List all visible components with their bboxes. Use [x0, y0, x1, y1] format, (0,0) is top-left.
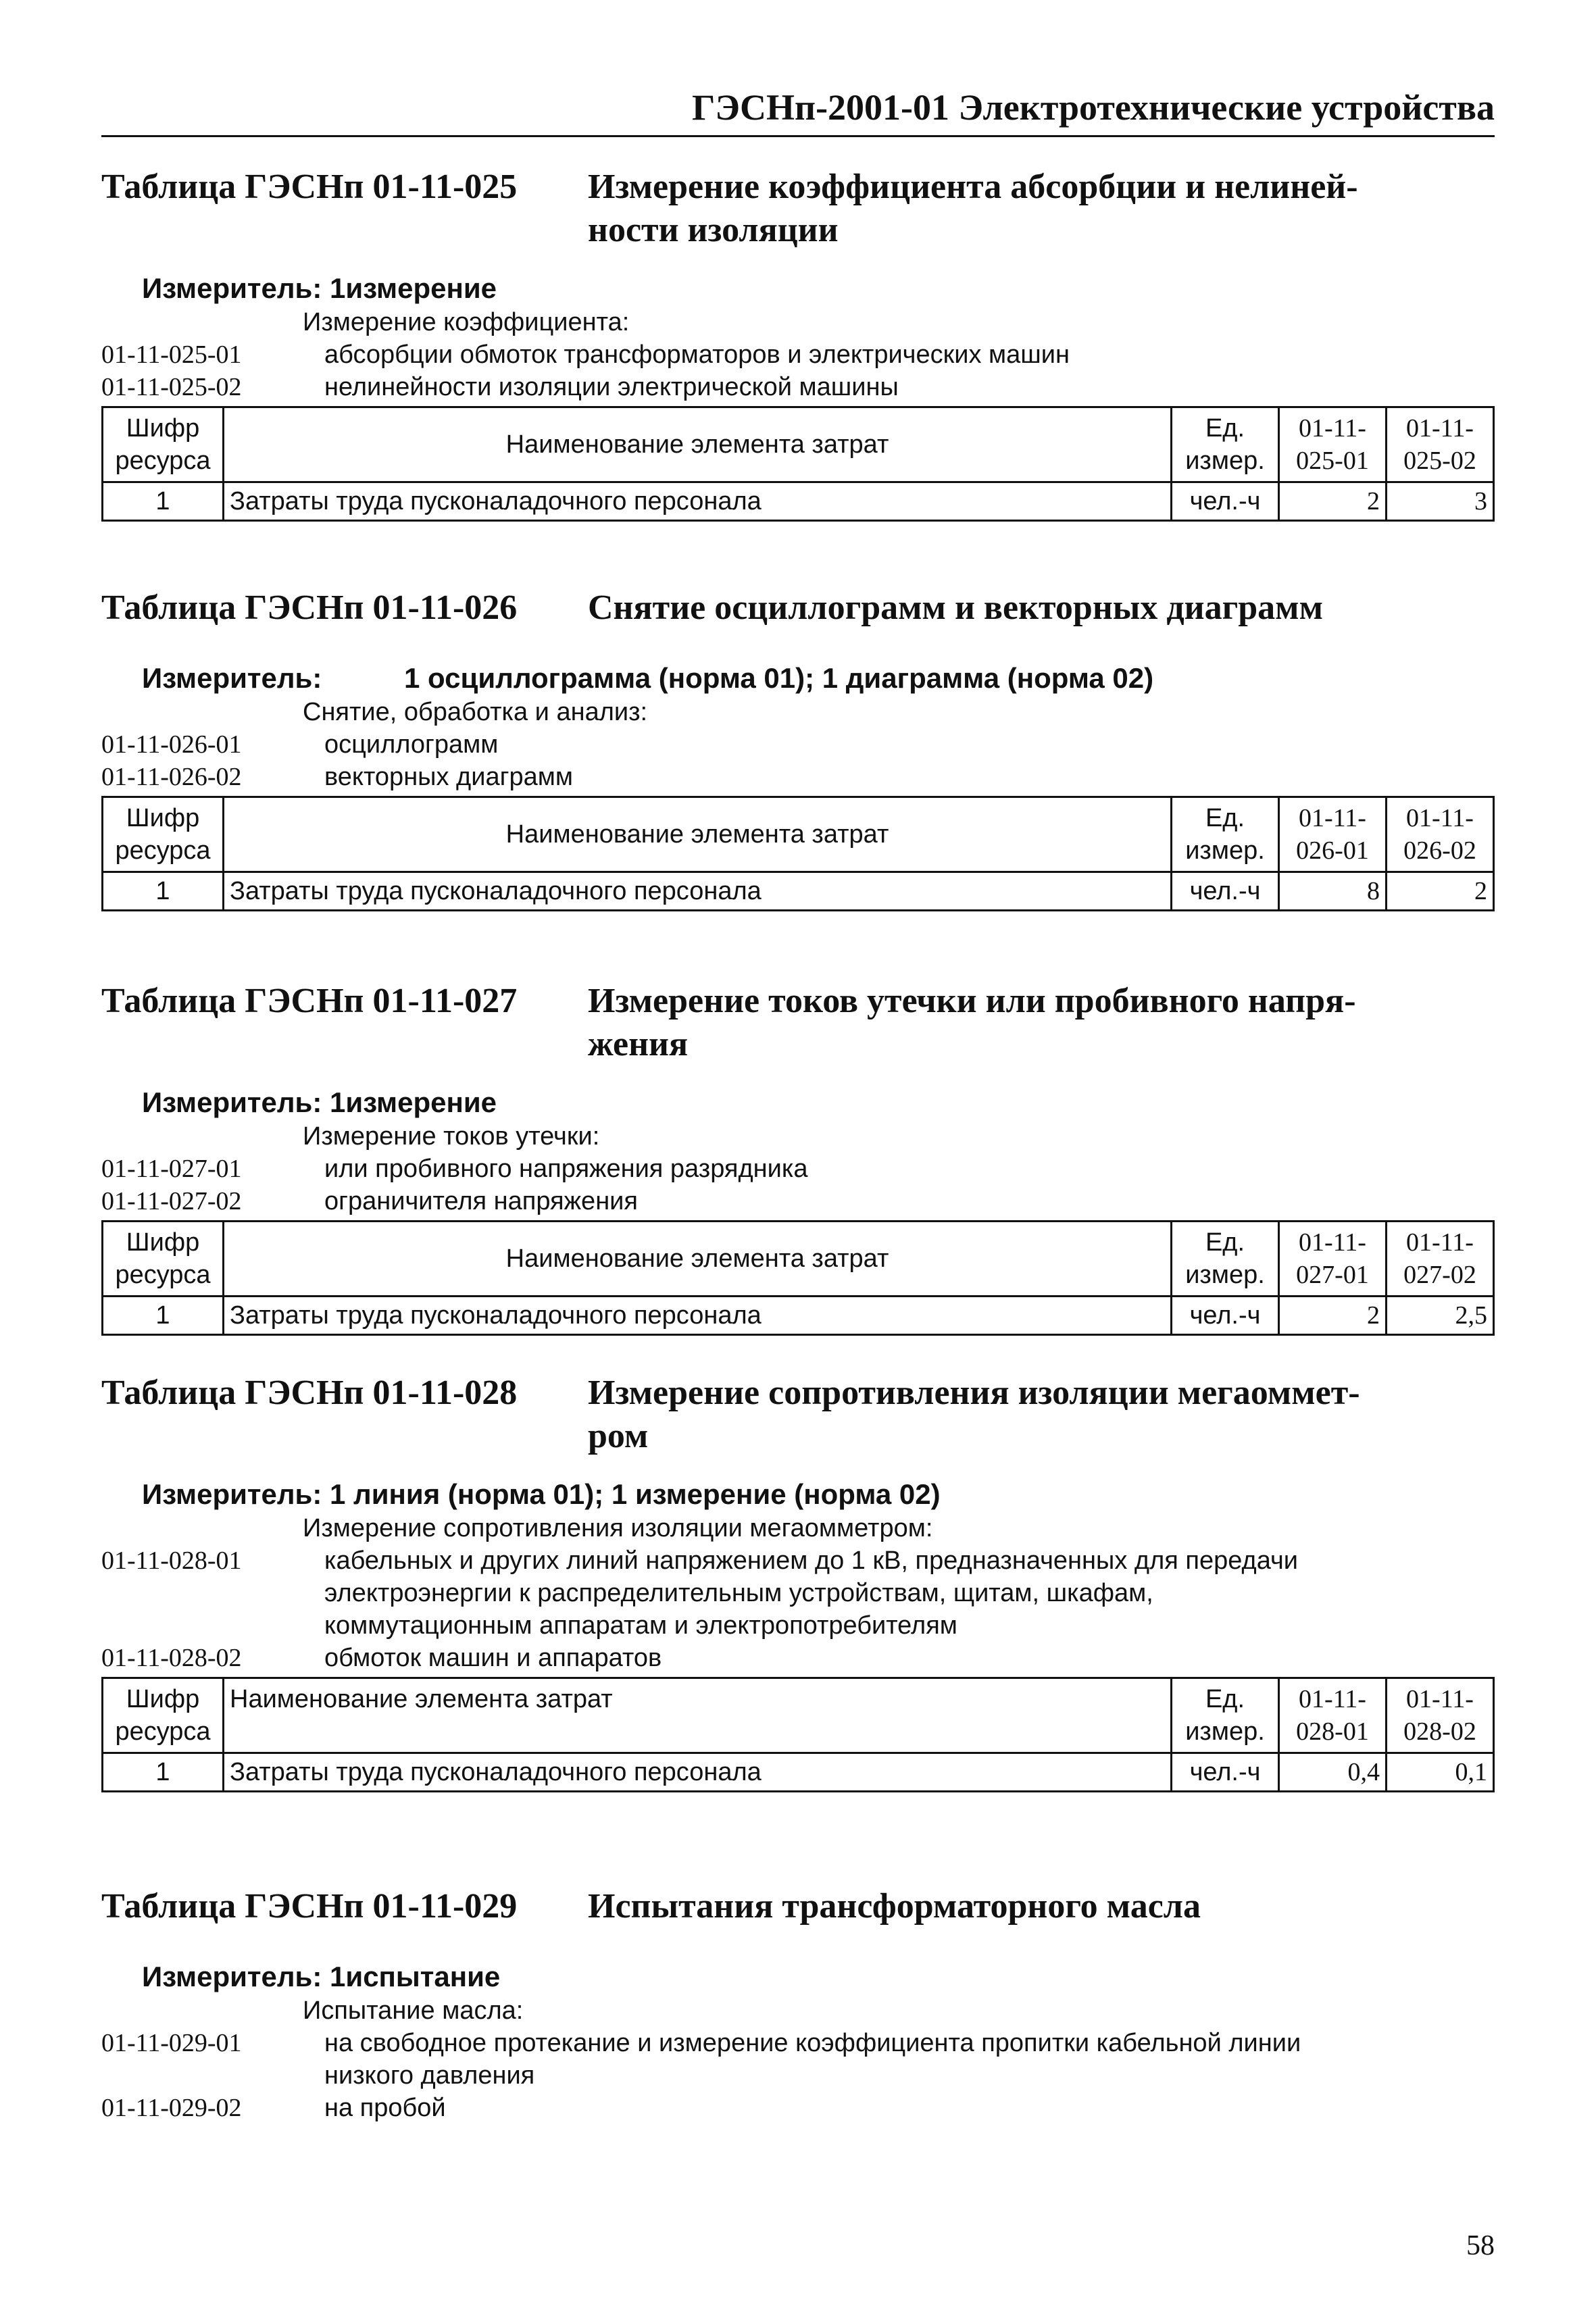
item-code: 01-11-028-02: [101, 1644, 242, 1672]
section-01-11-026: [101, 586, 1495, 911]
table-header-row: [103, 407, 1494, 482]
item-text: или пробивного напряжения разрядника: [324, 1155, 808, 1183]
col-header-name: [224, 1678, 1172, 1753]
col-header-prefix: 01-11-: [1299, 1685, 1366, 1713]
col-header-prefix: 01-11-: [1299, 804, 1366, 832]
cell-value-1: 8: [1279, 872, 1387, 911]
cost-table: [101, 406, 1495, 522]
col-header-norm-2: 027-02: [1403, 1261, 1476, 1289]
list-item: [101, 1185, 1495, 1217]
col-header-code-1: Шифр: [126, 804, 200, 832]
item-text: кабельных и других линий напряжением до 1 кВ, предназначенных для передачи электроэнергии к распределительным устройствам, щитам, шкафам, коммутационным аппаратам и электропотребителям: [324, 1546, 1299, 1640]
col-header-prefix: 01-11-: [1299, 1228, 1366, 1257]
col-header-norm-1: 028-01: [1296, 1717, 1369, 1746]
col-header-code-2: ресурса: [115, 447, 211, 475]
table-number: Таблица ГЭСНп 01-11-029: [101, 1887, 518, 1926]
item-code: 01-11-025-01: [101, 341, 242, 369]
item-code: 01-11-027-01: [101, 1155, 242, 1183]
list-item: [101, 761, 1495, 793]
item-text: векторных диаграмм: [324, 763, 573, 791]
table-header-row: [103, 1678, 1494, 1753]
item-code: 01-11-027-02: [101, 1187, 242, 1215]
cell-value-1: 2: [1279, 1297, 1387, 1335]
col-header-norm-1: 027-01: [1296, 1261, 1369, 1289]
list-item: [101, 371, 1495, 403]
col-header-name: Наименование элемента затрат: [224, 407, 1172, 482]
col-header-prefix: 01-11-: [1406, 804, 1474, 832]
item-text: на пробой: [324, 2094, 446, 2122]
meter-line: [142, 1477, 1495, 1512]
col-header-unit-1: Ед.: [1205, 1685, 1245, 1713]
table-row: [103, 1297, 1494, 1335]
meter-label: Измеритель:: [142, 1478, 322, 1510]
section-01-11-028: [101, 1372, 1495, 1792]
meter-value: 1измерение: [330, 272, 497, 304]
list-item: [101, 1153, 1495, 1185]
meter-value: 1 линия (норма 01); 1 измерение (норма 02): [330, 1478, 941, 1510]
table-title: Снятие осциллограмм и векторных диаграмм: [588, 588, 1324, 627]
item-text: нелинейности изоляции электрической машины: [324, 373, 899, 401]
cost-table: [101, 1220, 1495, 1336]
cell-value-2: 0,1: [1387, 1753, 1494, 1792]
col-header-norm-2: 026-02: [1403, 836, 1476, 865]
list-item: [101, 2027, 1495, 2092]
col-header-prefix: 01-11-: [1406, 1228, 1474, 1257]
item-text: ограничителя напряжения: [324, 1187, 638, 1215]
col-header-norm-2: 028-02: [1403, 1717, 1476, 1746]
meter-value: 1измерение: [330, 1086, 497, 1118]
table-heading: [101, 586, 1495, 630]
cell-code: 1: [103, 482, 224, 521]
item-text: на свободное протекание и измерение коэффициента пропитки кабельной линии низкого давления: [324, 2029, 1301, 2090]
meter-label: Измеритель:: [142, 1086, 322, 1118]
meter-line: [142, 271, 1495, 306]
col-header-name: Наименование элемента затрат: [224, 1222, 1172, 1297]
cost-table: [101, 1677, 1495, 1792]
item-code: 01-11-026-01: [101, 730, 242, 759]
list-item: [101, 2092, 1495, 2124]
col-header-unit-1: Ед.: [1205, 1228, 1245, 1257]
table-title: Испытания трансформаторного масла: [588, 1887, 1201, 1926]
item-code: 01-11-028-01: [101, 1546, 242, 1575]
table-heading: [101, 980, 1495, 1066]
cell-name: Затраты труда пусконаладочного персонала: [224, 482, 1172, 521]
meter-value: 1 осциллограмма (норма 01); 1 диаграмма (норма 02): [404, 662, 1154, 694]
col-header-unit-1: Ед.: [1205, 804, 1245, 832]
col-header-code-1: Шифр: [126, 1228, 200, 1257]
table-row: [103, 1753, 1494, 1792]
col-header-unit-1: Ед.: [1205, 414, 1245, 443]
col-header-unit-2: измер.: [1185, 1717, 1265, 1746]
table-number: Таблица ГЭСНп 01-11-026: [101, 588, 518, 627]
cell-value-2: 2,5: [1387, 1297, 1494, 1335]
col-header-unit-2: измер.: [1185, 1261, 1265, 1289]
col-header-code-2: ресурса: [115, 1717, 211, 1746]
items-intro: Измерение коэффициента:: [303, 308, 630, 336]
col-header-unit-2: измер.: [1185, 836, 1265, 865]
col-header-prefix: 01-11-: [1406, 1685, 1474, 1713]
col-header-prefix: 01-11-: [1299, 414, 1366, 443]
col-header-code-2: ресурса: [115, 836, 211, 865]
item-text: осциллограмм: [324, 730, 499, 759]
items-intro: Испытание масла:: [303, 1996, 524, 2025]
running-header: ГЭСНп-2001-01 Электротехнические устройства: [101, 86, 1495, 137]
cost-table: [101, 796, 1495, 911]
table-header-row: [103, 1222, 1494, 1297]
cell-value-2: 3: [1387, 482, 1494, 521]
cell-unit: чел.-ч: [1172, 872, 1279, 911]
meter-line: [142, 661, 1495, 696]
cell-code: 1: [103, 872, 224, 911]
cell-unit: чел.-ч: [1172, 482, 1279, 521]
item-text: обмоток машин и аппаратов: [324, 1644, 662, 1672]
list-item: [101, 338, 1495, 371]
item-text: абсорбции обмоток трансформаторов и электрических машин: [324, 341, 1070, 369]
table-title: Измерение сопротивления изоляции мегаоммет-ром: [588, 1374, 1360, 1455]
table-title: Измерение токов утечки или пробивного напря-жения: [588, 982, 1356, 1063]
cell-name: Затраты труда пусконаладочного персонала: [224, 872, 1172, 911]
meter-label: Измеритель:: [142, 1961, 322, 1992]
col-header-norm-2: 025-02: [1403, 447, 1476, 475]
items-intro: Снятие, обработка и анализ:: [303, 698, 648, 726]
table-heading: [101, 1372, 1495, 1458]
table-row: [103, 872, 1494, 911]
col-header-code-2: ресурса: [115, 1261, 211, 1289]
items-intro: Измерение токов утечки:: [303, 1122, 600, 1151]
table-row: [103, 482, 1494, 521]
table-header-row: [103, 797, 1494, 872]
list-item: [101, 1642, 1495, 1674]
items-intro: Измерение сопротивления изоляции мегаомметром:: [303, 1514, 933, 1542]
page-number: 58: [1466, 2230, 1495, 2261]
meter-value: 1испытание: [330, 1961, 501, 1992]
cell-code: 1: [103, 1297, 224, 1335]
item-code: 01-11-029-02: [101, 2094, 242, 2122]
item-code: 01-11-025-02: [101, 373, 242, 401]
table-number: Таблица ГЭСНп 01-11-027: [101, 982, 518, 1020]
section-01-11-025: [101, 166, 1495, 522]
table-number: Таблица ГЭСНп 01-11-028: [101, 1374, 518, 1412]
col-header-norm-1: 025-01: [1296, 447, 1369, 475]
table-heading: [101, 1885, 1495, 1928]
cell-unit: чел.-ч: [1172, 1753, 1279, 1792]
list-item: [101, 1544, 1495, 1642]
col-header-code-1: Шифр: [126, 1685, 200, 1713]
section-01-11-029: [101, 1885, 1495, 2124]
col-header-code-1: Шифр: [126, 414, 200, 443]
meter-line: [142, 1085, 1495, 1120]
col-header-norm-1: 026-01: [1296, 836, 1369, 865]
cell-value-2: 2: [1387, 872, 1494, 911]
item-code: 01-11-029-01: [101, 2029, 242, 2057]
col-header-name: Наименование элемента затрат: [224, 797, 1172, 872]
col-header-prefix: 01-11-: [1406, 414, 1474, 443]
cell-name: Затраты труда пусконаладочного персонала: [224, 1753, 1172, 1792]
cell-unit: чел.-ч: [1172, 1297, 1279, 1335]
table-title: Измерение коэффициента абсорбции и нелиней-ности изоляции: [588, 168, 1358, 249]
cell-name: Затраты труда пусконаладочного персонала: [224, 1297, 1172, 1335]
item-code: 01-11-026-02: [101, 763, 242, 791]
section-01-11-027: [101, 980, 1495, 1336]
meter-label: Измеритель:: [142, 272, 322, 304]
cell-value-1: 2: [1279, 482, 1387, 521]
cell-code: 1: [103, 1753, 224, 1792]
table-heading: [101, 166, 1495, 252]
meter-label: Измеритель:: [142, 662, 322, 694]
col-header-name-text: Наименование элемента затрат: [230, 1685, 613, 1713]
col-header-unit-2: измер.: [1185, 447, 1265, 475]
table-number: Таблица ГЭСНп 01-11-025: [101, 168, 518, 206]
cell-value-1: 0,4: [1279, 1753, 1387, 1792]
list-item: [101, 728, 1495, 761]
meter-line: [142, 1959, 1495, 1994]
